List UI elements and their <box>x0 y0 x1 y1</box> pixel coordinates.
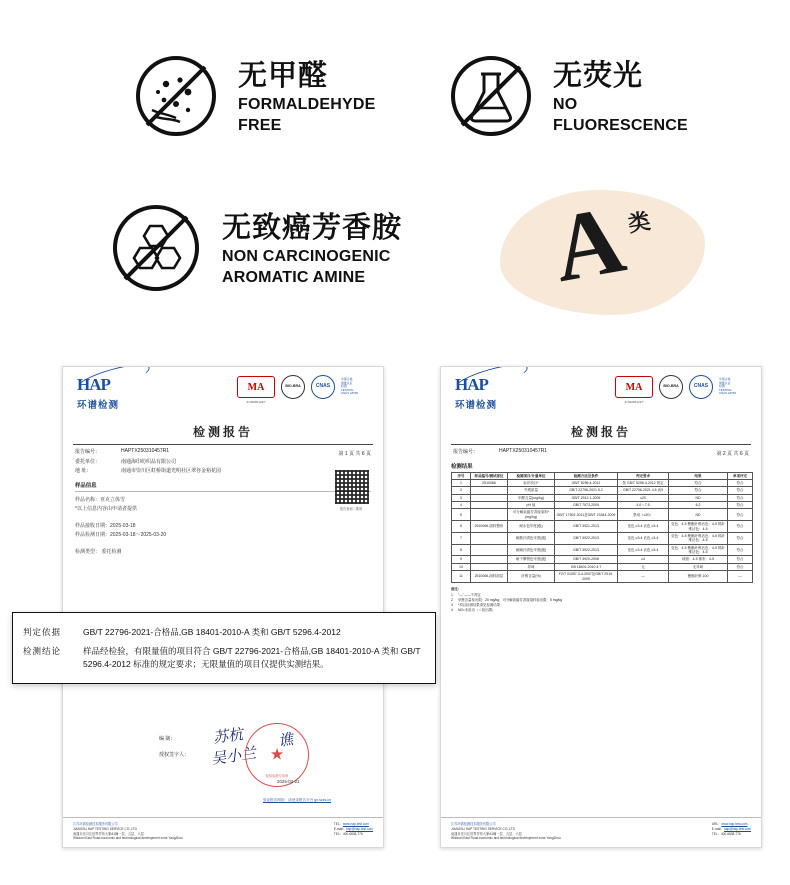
table-row <box>452 556 753 563</box>
badge-title-cn: 无致癌芳香胺 <box>222 212 403 245</box>
hap-swoosh-icon <box>452 366 530 397</box>
table-cell: 10 <box>452 563 471 570</box>
cnas-line-4: TESTING <box>341 387 354 392</box>
table-cell: 标识项目* <box>508 479 555 486</box>
table-row <box>452 544 753 556</box>
signature-label-authorized: 授权签字人： <box>159 752 190 758</box>
no-formaldehyde-icon <box>128 48 224 149</box>
table-cell: GB 18401-2010 4.7 <box>555 563 618 570</box>
meta-value: HAPTX250310457R1 <box>499 448 548 454</box>
test-report-pages <box>0 352 790 852</box>
table-cell: 8 <box>452 544 471 556</box>
remark-text: "—"——不判定 <box>458 592 481 597</box>
report-page-2[interactable] <box>440 366 762 848</box>
table-cell: 4.0～7.5 <box>618 502 669 509</box>
table-cell: 纤维含量(%) <box>508 571 555 583</box>
table-row <box>452 521 753 533</box>
seal-letter: A <box>545 184 633 303</box>
handwritten-signature-3: 谯 <box>277 732 295 750</box>
badge-title-en-1: FORMALDEHYDE <box>238 96 376 114</box>
table-row <box>452 509 753 521</box>
table-cell: 变色：4-5 聚酯纤维沾色：4-5 棉纤维沾色：4-5 <box>669 544 728 556</box>
table-cell: 符合 <box>728 556 753 563</box>
meta-key: 报告编号： <box>453 449 479 455</box>
table-cell: — <box>618 571 669 583</box>
ma-mark-icon: MA 215020512Z7 <box>237 376 275 398</box>
th-result: 结果 <box>669 472 728 479</box>
table-cell <box>471 509 508 521</box>
badge-title-cn: 无甲醛 <box>238 60 329 93</box>
table-cell: GB/T 3922-2013 <box>555 532 618 544</box>
remark-item <box>451 608 751 613</box>
handwritten-signature-1: 苏杭 <box>212 726 245 747</box>
table-cell <box>471 494 508 501</box>
cnas-line-5: CNAS L8768 <box>719 391 736 396</box>
cnas-mark-icon: CNAS <box>689 375 713 399</box>
cnas-line-3: 检测 <box>719 384 725 389</box>
cnas-line-1: 中国合格 <box>719 376 731 381</box>
table-cell: 1 <box>452 479 471 486</box>
seal-suffix: 类 <box>626 208 653 237</box>
badge-title-en-2: FREE <box>238 117 282 135</box>
remark-text: 甲醛含量检出限：20 mg/kg；可分解致癌芳香胺染料检出限：5 mg/kg <box>458 598 562 603</box>
test-type-line: 检测类型： 委托检测 <box>75 548 122 555</box>
hap-logo-cn: 环谱检测 <box>455 400 498 411</box>
hap-logo <box>455 375 525 411</box>
table-cell: GB/T 5296.4-2012 <box>555 479 618 486</box>
a-class-seal <box>500 184 705 315</box>
conclusion-result-label: 检测结论 <box>23 646 62 657</box>
remark-number: 2 <box>451 598 453 603</box>
table-cell: ≥4 <box>618 556 669 563</box>
badge-title-en-1: NON CARCINOGENIC <box>222 248 391 266</box>
cnas-line-3: 检测 <box>341 384 347 389</box>
footer-email-label: E-mail： <box>711 827 725 832</box>
table-cell: 甲醛含量(mg/kg) <box>508 494 555 501</box>
ma-mark-number: 215020512Z7 <box>246 400 266 404</box>
table-header-row <box>452 472 753 479</box>
meta-key: 报告编号： <box>75 449 101 455</box>
stamp-date: 2025-03-21 <box>277 779 300 784</box>
table-cell: 变色：4-5 聚酯纤维沾色：4-5 棉纤维沾色：4-5 <box>669 521 728 533</box>
table-cell <box>471 544 508 556</box>
stamp-text: 检验检测专用章 <box>265 774 289 778</box>
report2-header <box>441 367 761 427</box>
table-cell: GB/T 17592-2011及GB/T 23344-2009 <box>555 509 618 521</box>
table-cell: 2510066 <box>471 479 508 486</box>
report2-footer <box>441 817 761 847</box>
remark-text: *项目检测结果请见检测结果 <box>458 603 501 608</box>
cnas-line-2: 国推认证 <box>341 380 353 385</box>
conclusion-callout-box <box>12 612 436 684</box>
footer-url-label: URL： <box>711 822 722 827</box>
table-cell: 禁用（≤20） <box>618 509 669 521</box>
footer-email[interactable]: hap@hap-test.com <box>724 827 751 832</box>
remark-number: 4 <box>451 608 453 613</box>
footer-address-en: Wisdom East Road,economic and technological development zone,YangZhou <box>73 836 183 841</box>
badge-title-en-2: AROMATIC AMINE <box>222 269 366 287</box>
meta-value: HAPTX250310457R1 <box>121 448 170 454</box>
table-cell: ≤20 <box>618 494 669 501</box>
table-cell: 变色 ≥3-4 沾色 ≥3-4 <box>618 544 669 556</box>
table-cell: 变色：4-5 聚酯纤维沾色：4-5 棉纤维沾色：4-5 <box>669 532 728 544</box>
bio-mark-icon: BIO-BRA <box>659 375 683 399</box>
footer-company-cn: 江苏环谱检测技术服务有限公司 <box>451 822 496 827</box>
no-fluorescence-flask-icon <box>443 48 539 149</box>
table-row <box>452 571 753 583</box>
table-row <box>452 532 753 544</box>
report2-meta <box>441 448 761 455</box>
table-cell: ND <box>669 509 728 521</box>
table-cell: 耐水色牢度(级) <box>508 521 555 533</box>
th-item: 检测项目/计量单位 <box>508 472 555 479</box>
table-cell: 耐干摩擦色牢度(级) <box>508 556 555 563</box>
table-remarks <box>451 587 751 614</box>
table-cell: 2510066-面料整体 <box>471 521 508 533</box>
table-cell: 异味 <box>508 563 555 570</box>
non-carcinogenic-amine-icon <box>104 196 208 305</box>
hap-swoosh-icon <box>74 366 152 397</box>
table-row <box>452 494 753 501</box>
cnas-line-4: TESTING <box>719 387 732 392</box>
table-row <box>452 502 753 509</box>
table-cell: 符合 <box>728 502 753 509</box>
meta-key: 委托单位： <box>75 458 101 465</box>
hap-logo-word: HAP <box>455 375 525 395</box>
accreditation-marks <box>237 375 375 404</box>
table-cell: GB/T 2912.1-2009 <box>555 494 618 501</box>
footer-phone: 400-6608-776 <box>342 831 363 836</box>
test-results-table <box>451 472 753 583</box>
badge-no-fluorescence <box>443 48 688 149</box>
cnas-mark-icon: CNAS <box>311 375 335 399</box>
table-cell: pH 值 <box>508 502 555 509</box>
section-title-sample-info: 样品信息 <box>75 482 97 489</box>
table-cell: 符合 <box>728 494 753 501</box>
remarks-title: 备注： <box>451 586 462 591</box>
conclusion-basis-value: GB/T 22796-2021-合格品,GB 18401-2010-A 类和 GB/T 5296.4-2012 <box>83 627 341 638</box>
table-cell: 符合 <box>728 521 753 533</box>
bio-mark-icon: BIO-BRA <box>281 375 305 399</box>
hap-logo-word: HAP <box>77 375 147 395</box>
table-cell: FZ/T 01057.3-4-2007及GB/T 2910-2009 <box>555 571 618 583</box>
th-sample: 样品编号/测试部位 <box>471 472 508 479</box>
meta-value: 南通市崇川区虹桥街道光明社区翠谷金裕花园 <box>121 468 222 474</box>
table-cell: 符合 <box>728 509 753 521</box>
table-cell: 3 <box>452 494 471 501</box>
conclusion-result-value: 样品经检验，有限量值的项目符合 GB/T 22796-2021-合格品,GB 18401-2010-A 类和 GB/T 5296.4-2012 标准的规定要求；无限量值的项目仅提供实测结果。 <box>83 646 421 669</box>
table-cell: 外观质量 <box>508 487 555 494</box>
remark-number: 1 <box>451 592 453 597</box>
certification-badges-section <box>0 0 790 340</box>
report-qr-caption: 报告查询二维码 <box>339 507 363 511</box>
sample-name-line: 样品名称：亚克立体雪 <box>75 496 126 503</box>
sample-disclaimer-line: *以上信息内容由申请者提供 <box>75 505 137 512</box>
report1-footer <box>63 817 383 847</box>
footer-address-cn: 南通市崇川区世界贸易大厦A1幢一层、五层、六层 <box>73 831 144 836</box>
report2-page-label: 第 2 页 共 6 页 <box>716 451 749 457</box>
table-row <box>452 479 753 486</box>
table-cell: 符合 <box>728 487 753 494</box>
table-cell: 聚酯纤维 100 <box>669 571 728 583</box>
table-cell: 无 <box>618 563 669 570</box>
table-cell: 4 <box>452 502 471 509</box>
table-cell: 无异味 <box>669 563 728 570</box>
footer-email[interactable]: hap@hap-test.com <box>346 827 373 832</box>
remark-text: ND=未检出（＜检出限） <box>458 608 496 613</box>
th-requirement: 判定要求 <box>618 472 669 479</box>
remark-number: 3 <box>451 603 453 608</box>
accreditation-marks <box>615 375 753 404</box>
table-cell: 符合 <box>669 487 728 494</box>
badge-formaldehyde-free <box>128 48 376 149</box>
table-cell: GB/T 22796-2021 5.2 <box>555 487 618 494</box>
table-cell: 7 <box>452 532 471 544</box>
table-cell: 符合 <box>728 544 753 556</box>
section-underline <box>75 491 371 492</box>
conclusion-basis-label: 判定依据 <box>23 627 62 638</box>
footer-company-en: JIANGSU HAP TESTING SERVICE CO.,LTD <box>451 827 515 832</box>
th-method: 检测方法及条件 <box>555 472 618 479</box>
report1-page-label: 第 1 页 共 6 页 <box>338 451 371 457</box>
hap-logo <box>77 375 147 411</box>
table-cell: GB/T 7573-2009 <box>555 502 618 509</box>
ma-mark-number: 215020512Z7 <box>624 400 644 404</box>
report-page-1[interactable] <box>62 366 384 848</box>
table-cell: 变色 ≥3-4 沾色 ≥3-4 <box>618 532 669 544</box>
report1-divider <box>73 444 373 445</box>
handwritten-signature-2: 吴小兰 <box>210 745 258 769</box>
th-index: 序号 <box>452 472 471 479</box>
meta-row <box>75 458 371 465</box>
footer-phone-label: TEL： <box>333 831 343 836</box>
meta-key: 地 址： <box>75 468 92 474</box>
report2-title: 检测报告 <box>570 425 631 439</box>
table-cell: 6.2 <box>669 502 728 509</box>
table-cell: 变色 ≥3-4 沾色 ≥3-4 <box>618 521 669 533</box>
table-cell: GB/T 3920-2008 <box>555 556 618 563</box>
table-cell: 符合 <box>669 479 728 486</box>
table-cell <box>471 487 508 494</box>
table-cell: 11 <box>452 571 471 583</box>
table-cell: 耐碱汗渍色牢度(级) <box>508 544 555 556</box>
cnas-text-block <box>719 378 753 396</box>
ma-mark-icon: MA 215020512Z7 <box>615 376 653 398</box>
report-verify-link[interactable]: 验证报告网址：请登录报告平台 gx.szzs.cn <box>263 798 332 802</box>
table-cell: — <box>728 571 753 583</box>
footer-url[interactable]: www.hap-test.com <box>342 822 369 827</box>
table-cell: 6 <box>452 521 471 533</box>
cnas-line-5: CNAS L8768 <box>341 391 358 396</box>
table-body <box>452 479 753 582</box>
sample-test-date: 样品检测日期：2025-03-18～2025-03-20 <box>75 531 167 538</box>
official-red-stamp <box>245 723 309 787</box>
table-cell: 耐酸汗渍色牢度(级) <box>508 532 555 544</box>
report1-header <box>63 367 383 427</box>
badge-non-carcinogenic-amine <box>104 196 402 305</box>
table-cell: GB/T 3921-2013 <box>555 521 618 533</box>
table-cell: 2510066-面料面层 <box>471 571 508 583</box>
meta-row <box>75 467 371 474</box>
table-cell: 绒面：4-5 棉布：4-5 <box>669 556 728 563</box>
report1-signature-area <box>63 717 383 793</box>
table-cell: 9 <box>452 556 471 563</box>
report-qr-code[interactable] <box>335 470 369 504</box>
footer-phone-label: TEL： <box>711 831 721 836</box>
footer-phone: 400-6608-776 <box>720 831 741 836</box>
cnas-text-block <box>341 378 375 396</box>
table-cell <box>471 502 508 509</box>
table-cell: GB/T 22796-2021 4.6 表3 <box>618 487 669 494</box>
table-cell: 5 <box>452 509 471 521</box>
footer-company-en: JIANGSU HAP TESTING SERVICE CO.,LTD <box>73 827 137 832</box>
table-cell <box>471 563 508 570</box>
meta-value: 南通海印纺织品有限公司 <box>121 458 177 465</box>
footer-address-cn: 南通市崇川区世界贸易大厦A1幢一层、五层、六层 <box>451 831 522 836</box>
conclusion-basis-row <box>23 626 425 638</box>
hap-logo-cn: 环谱检测 <box>77 400 120 411</box>
sample-received-date: 样品接收日期：2025-03-18 <box>75 522 136 529</box>
table-row <box>452 487 753 494</box>
signature-label-compiler: 编 制： <box>159 736 176 742</box>
footer-url[interactable]: www.hap-test.com <box>721 822 748 827</box>
report2-divider <box>451 444 751 445</box>
badge-title-en-1: NO <box>553 96 578 114</box>
results-section-title: 检测结果 <box>451 463 473 470</box>
footer-url-label: TEL： <box>333 822 343 827</box>
cnas-line-2: 国推认证 <box>719 380 731 385</box>
table-cell: 符合 <box>728 532 753 544</box>
conclusion-result-row <box>23 645 425 670</box>
table-row <box>452 563 753 570</box>
badge-title-en-2: FLUORESCENCE <box>553 117 688 135</box>
footer-email-label: E-mail： <box>333 827 347 832</box>
table-cell <box>471 556 508 563</box>
table-cell <box>471 532 508 544</box>
footer-address-en: Wisdom East Road,economic and technological development zone,YangZhou <box>451 836 561 841</box>
table-cell: 按 GB/T 5296.4-2012 规定 <box>618 479 669 486</box>
th-verdict: 单项评定 <box>728 472 753 479</box>
table-cell: GB/T 3922-2013 <box>555 544 618 556</box>
meta-row <box>75 448 371 455</box>
footer-company-cn: 江苏环谱检测技术服务有限公司 <box>73 822 118 827</box>
table-cell: ND <box>669 494 728 501</box>
cnas-line-1: 中国合格 <box>341 376 353 381</box>
badge-title-cn: 无荧光 <box>553 60 644 93</box>
meta-row <box>453 448 749 455</box>
table-cell: 2 <box>452 487 471 494</box>
table-cell: 符合 <box>728 479 753 486</box>
table-cell: 符合 <box>728 563 753 570</box>
table-cell: 可分解致癌芳香胺染料*(mg/kg) <box>508 509 555 521</box>
report1-title: 检测报告 <box>192 425 253 439</box>
